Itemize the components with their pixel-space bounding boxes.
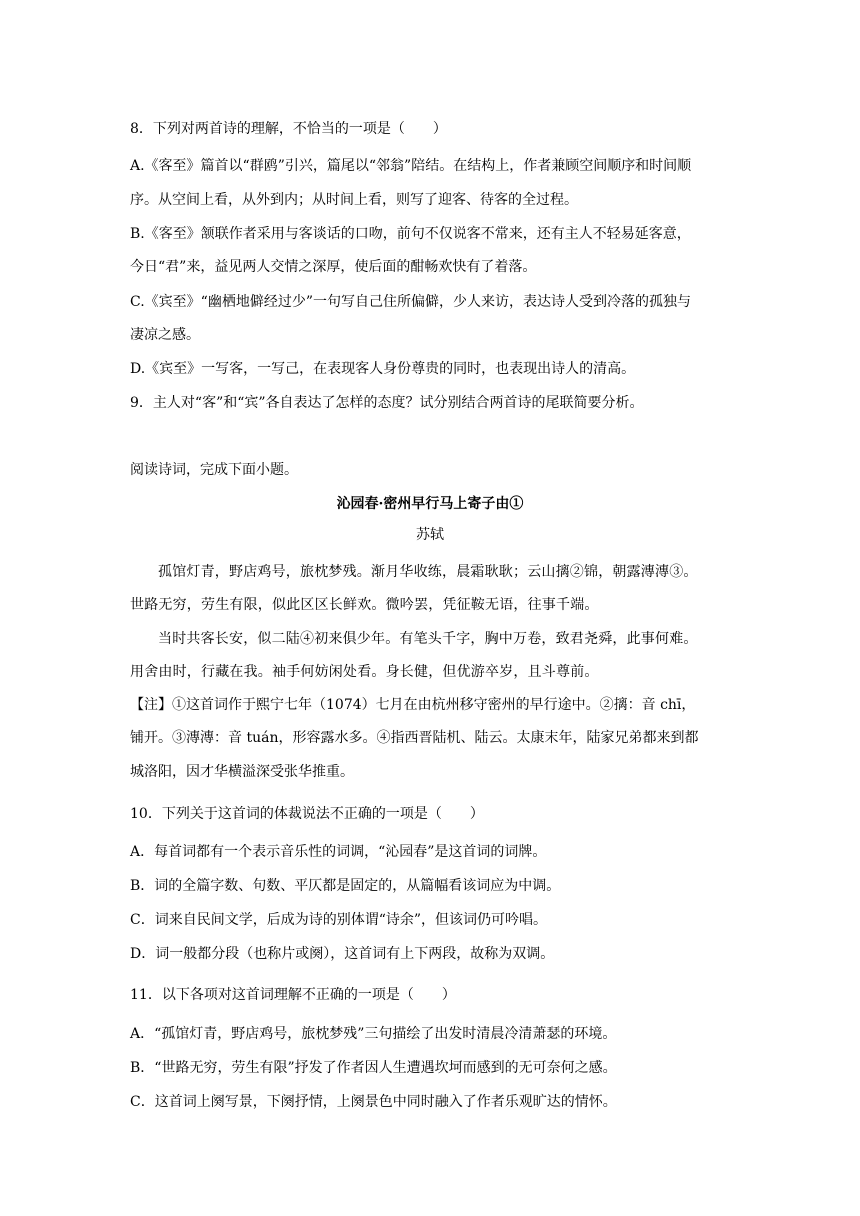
question-8-option-c-line1: C.《宾至》“幽栖地僻经过少”一句写自己住所偏僻，少人来访，表达诗人受到冷落的孤独与 xyxy=(130,294,691,310)
question-8-option-a-line1: A.《客至》篇首以“群鸥”引兴，篇尾以“邻翁”陪结。在结构上，作者兼顾空间顺序和时间顺 xyxy=(130,158,692,174)
question-10-option-a: A．每首词都有一个表示音乐性的词调，“沁园春”是这首词的词牌。 xyxy=(130,844,547,860)
question-10-option-d: D．词一般都分段（也称片或阕），这首词有上下两段，故称为双调。 xyxy=(130,946,555,962)
question-11-option-c: C．这首词上阕写景，下阕抒情，上阕景色中同时融入了作者乐观旷达的情怀。 xyxy=(130,1094,617,1110)
poem-stanza1-line1: 孤馆灯青，野店鸡号，旅枕梦残。渐月华收练，晨霜耿耿；云山摛②锦，朝露漙漙③。 xyxy=(158,564,698,580)
poem-stanza1-line2: 世路无穷，劳生有限，似此区区长鲜欢。微吟罢，凭征鞍无语，往事千端。 xyxy=(130,597,599,613)
poem-title: 沁园春·密州早行马上寄子由① xyxy=(336,496,524,512)
poem-note-line2: 铺开。③漙漙：音 tuán，形容露水多。④指西晋陆机、陆云。太康末年，陆家兄弟都来到都 xyxy=(130,730,699,746)
reading-intro: 阅读诗词，完成下面小题。 xyxy=(130,462,298,478)
question-10-option-c: C．词来自民间文学，后成为诗的别体谓“诗余”，但该词仍可吟唱。 xyxy=(130,912,548,928)
question-8-option-d: D.《宾至》一写客，一写己，在表现客人身份尊贵的同时，也表现出诗人的清高。 xyxy=(130,361,636,377)
question-8-option-a-line2: 序。从空间上看，从外到内；从时间上看，则写了迎客、待客的全过程。 xyxy=(130,192,578,208)
poem-stanza2-line2: 用舍由时，行藏在我。袖手何妨闲处看。身长健，但优游卒岁，且斗尊前。 xyxy=(130,664,599,680)
question-9-stem: 9．主人对“客”和“宾”各自表达了怎样的态度？试分别结合两首诗的尾联简要分析。 xyxy=(130,395,644,411)
question-11-option-a: A．“孤馆灯青，野店鸡号，旅枕梦残”三句描绘了出发时清晨冷清萧瑟的环境。 xyxy=(130,1026,617,1042)
question-8-stem: 8．下列对两首诗的理解，不恰当的一项是（ ） xyxy=(130,121,447,137)
question-10-stem: 10．下列关于这首词的体裁说法不正确的一项是（ ） xyxy=(130,806,484,822)
exam-page xyxy=(130,0,736,1216)
question-11-option-b: B．“世路无穷，劳生有限”抒发了作者因人生遭遇坎坷而感到的无可奈何之感。 xyxy=(130,1060,617,1076)
question-11-stem: 11．以下各项对这首词理解不正确的一项是（ ） xyxy=(130,987,456,1003)
poem-note-line3: 城洛阳，因才华横溢深受张华推重。 xyxy=(130,764,354,780)
question-8-option-b-line1: B.《客至》颔联作者采用与客谈话的口吻，前句不仅说客不常来，还有主人不轻易延客意， xyxy=(130,226,691,242)
poem-note-line1: 【注】①这首词作于熙宁七年（1074）七月在由杭州移守密州的早行途中。②摛：音 chī， xyxy=(130,697,696,713)
question-10-option-b: B．词的全篇字数、句数、平仄都是固定的，从篇幅看该词应为中调。 xyxy=(130,878,561,894)
poem-author: 苏轼 xyxy=(416,527,444,543)
question-8-option-b-line2: 今日“君”来，益见两人交情之深厚，使后面的酣畅欢快有了着落。 xyxy=(130,259,537,275)
question-8-option-c-line2: 凄凉之感。 xyxy=(130,327,200,343)
poem-stanza2-line1: 当时共客长安，似二陆④初来俱少年。有笔头千字，胸中万卷，致君尧舜，此事何难。 xyxy=(158,631,698,647)
